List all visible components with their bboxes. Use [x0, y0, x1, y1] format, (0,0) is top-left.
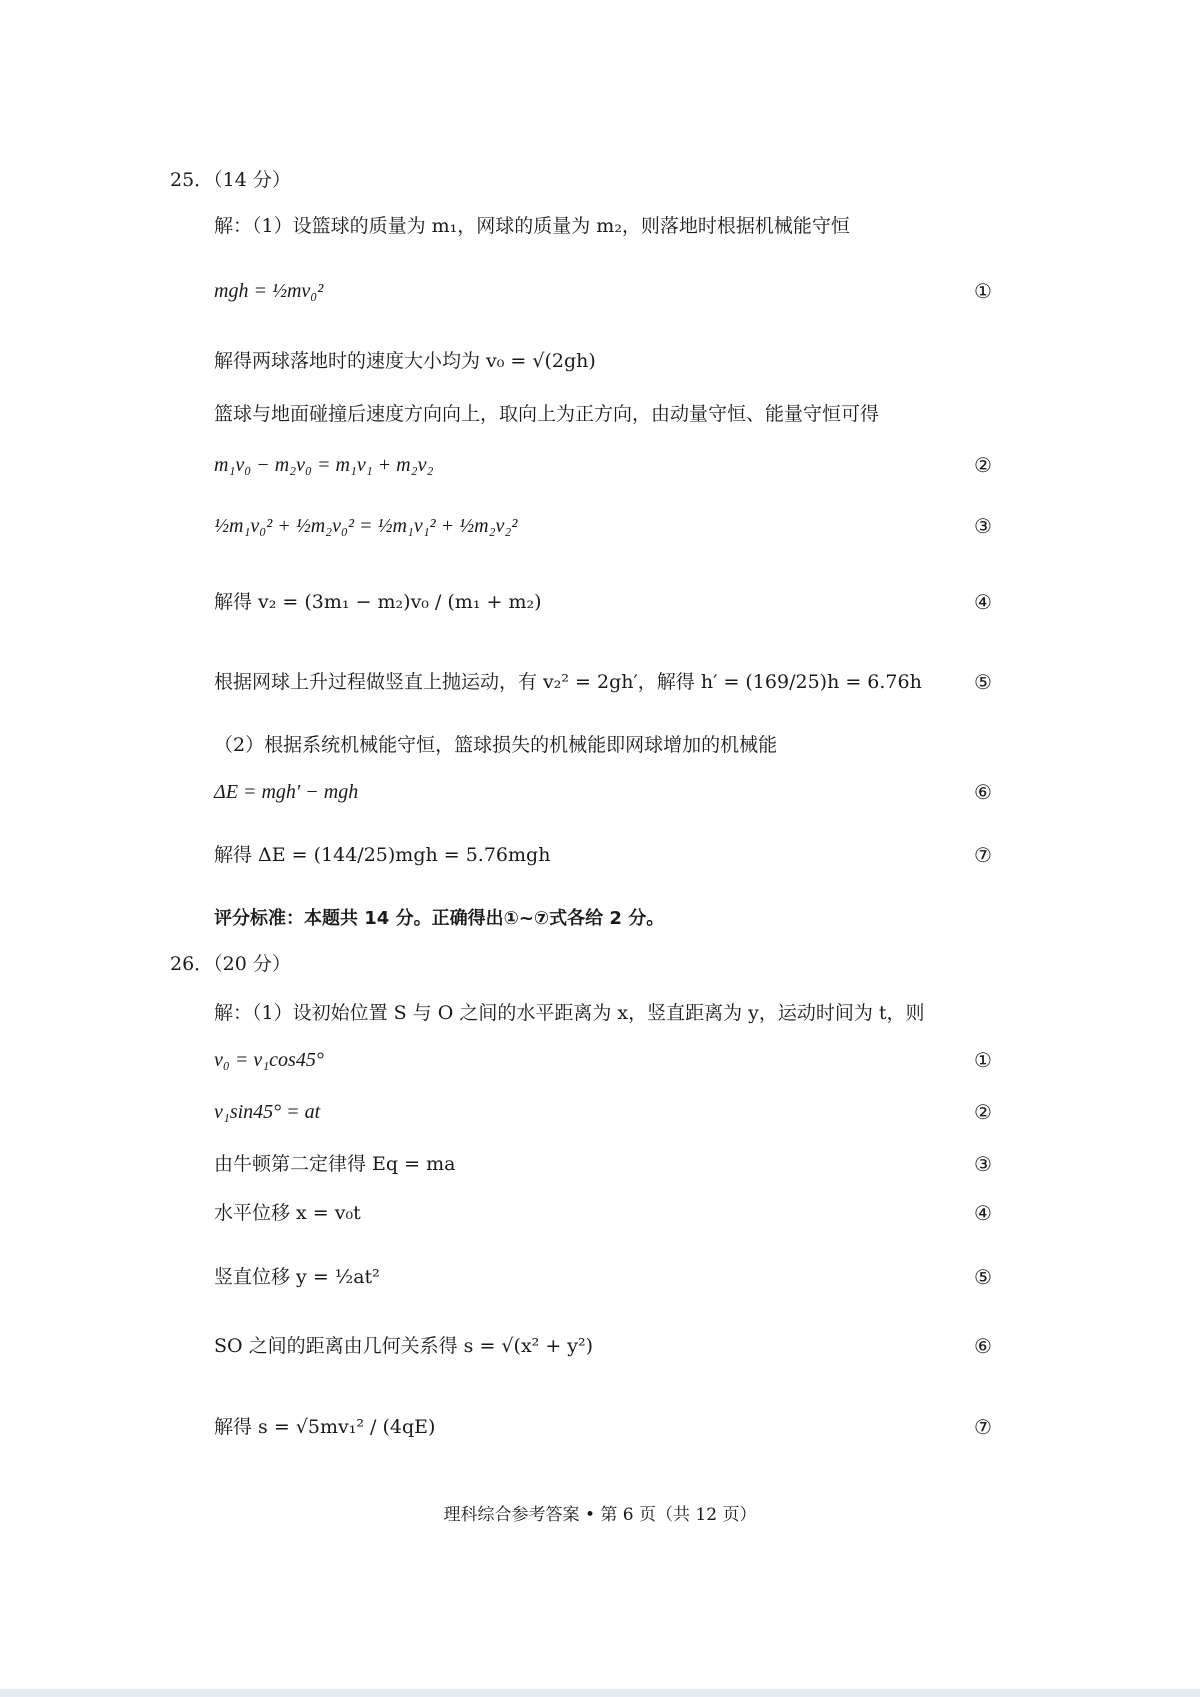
q26-eq5: 竖直位移 y = ½at²	[214, 1266, 380, 1288]
q26-eq6: SO 之间的距离由几何关系得 s = √(x² + y²)	[214, 1335, 594, 1357]
q25-eq3-number: ③	[974, 514, 992, 538]
q25-eq3: ½m₁v₀² + ½m₂v₀² = ½m₁v₁² + ½m₂v₂²	[214, 515, 518, 537]
q26-eq4-number: ④	[974, 1201, 992, 1225]
q25-eq5-number: ⑤	[974, 670, 992, 694]
q25-eq6-number: ⑥	[974, 780, 992, 804]
q25-header: 25．（14 分）	[170, 169, 291, 191]
q25-eq1-number: ①	[974, 279, 992, 303]
q26-intro: 解：（1）设初始位置 S 与 O 之间的水平距离为 x，竖直距离为 y，运动时间为 t，则	[214, 1002, 925, 1024]
q26-eq6-number: ⑥	[974, 1334, 992, 1358]
q25-part2-text: （2）根据系统机械能守恒，篮球损失的机械能即网球增加的机械能	[214, 734, 778, 756]
q25-eq1: mgh = ½mv₀²	[214, 280, 324, 302]
q26-eq1: v₀ = v₁cos45°	[214, 1049, 324, 1071]
q26-eq4: 水平位移 x = v₀t	[214, 1202, 361, 1224]
q25-eq7-number: ⑦	[974, 843, 992, 867]
q25-collision-text: 篮球与地面碰撞后速度方向向上，取向上为正方向，由动量守恒、能量守恒可得	[214, 403, 880, 425]
q25-eq6: ΔE = mgh′ − mgh	[214, 781, 359, 803]
q25-eq4-number: ④	[974, 590, 992, 614]
q25-grading: 评分标准：本题共 14 分。正确得出①~⑦式各给 2 分。	[214, 908, 665, 929]
bottom-edge	[0, 1689, 1200, 1697]
q26-header: 26．（20 分）	[170, 953, 291, 975]
q26-eq5-number: ⑤	[974, 1265, 992, 1289]
q25-solve-v0: 解得两球落地时的速度大小均为 v₀ = √(2gh)	[214, 350, 596, 372]
q26-eq2: v₁sin45° = at	[214, 1101, 321, 1123]
page-footer: 理科综合参考答案 • 第 6 页（共 12 页）	[443, 1505, 757, 1525]
q25-eq5: 根据网球上升过程做竖直上抛运动，有 v₂² = 2gh′，解得 h′ = (169/25)h = 6.76h	[214, 671, 922, 693]
q26-eq7: 解得 s = √5mv₁² / (4qE)	[214, 1416, 436, 1438]
q25-intro: 解：（1）设篮球的质量为 m₁，网球的质量为 m₂，则落地时根据机械能守恒	[214, 215, 850, 237]
q25-eq2-number: ②	[974, 453, 992, 477]
q25-eq4: 解得 v₂ = (3m₁ − m₂)v₀ / (m₁ + m₂)	[214, 591, 542, 613]
q26-eq7-number: ⑦	[974, 1415, 992, 1439]
q26-eq3: 由牛顿第二定律得 Eq = ma	[214, 1153, 456, 1175]
q26-eq3-number: ③	[974, 1152, 992, 1176]
q26-eq1-number: ①	[974, 1048, 992, 1072]
q25-eq2: m₁v₀ − m₂v₀ = m₁v₁ + m₂v₂	[214, 454, 434, 476]
q26-eq2-number: ②	[974, 1100, 992, 1124]
q25-eq7: 解得 ΔE = (144/25)mgh = 5.76mgh	[214, 844, 551, 866]
